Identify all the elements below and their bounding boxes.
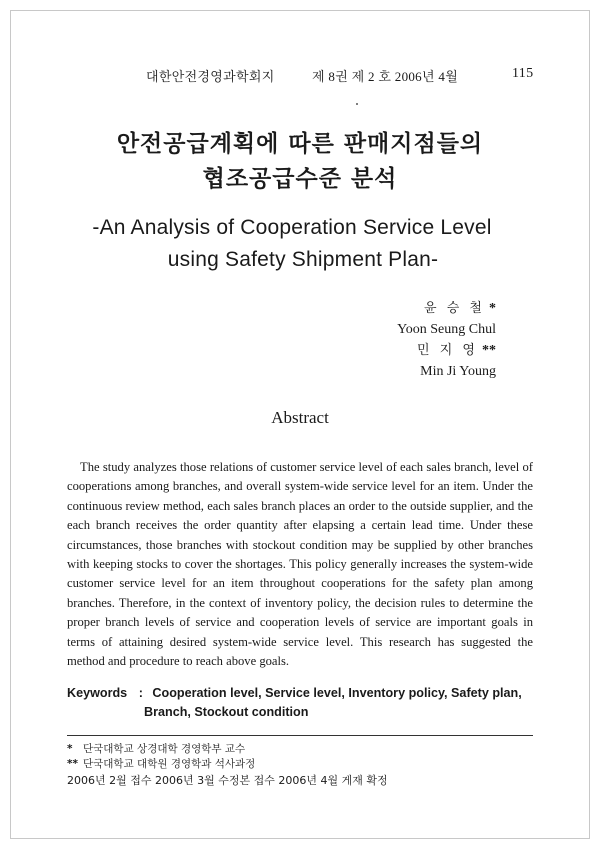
author-1-korean-name: 윤 승 철 xyxy=(424,301,485,316)
english-title-line2: using Safety Shipment Plan- xyxy=(167,248,439,271)
submission-history: 2006년 2월 접수 2006년 3월 수정본 접수 2006년 4월 게재 확정 xyxy=(67,774,388,787)
footnote-2-mark: ** xyxy=(67,758,78,770)
author-1-korean xyxy=(397,298,496,319)
author-2-korean-name: 민 지 영 xyxy=(417,343,478,358)
footnotes xyxy=(67,742,533,788)
journal-name: 대한안전경영과학회지 xyxy=(146,69,275,84)
author-1-footnote-mark: * xyxy=(489,301,496,316)
footnote-divider xyxy=(67,735,533,736)
english-title-line1: -An Analysis of Cooperation Service Level xyxy=(92,216,492,239)
issue-info: 제 8권 제 2 호 2006년 4월 xyxy=(312,69,459,84)
author-1-english-name: Yoon Seung Chul xyxy=(397,322,496,337)
footnote-1 xyxy=(67,742,533,757)
keywords-label: Keywords xyxy=(67,686,128,700)
page-number: 115 xyxy=(512,66,534,81)
footnote-2 xyxy=(67,757,533,772)
author-2-english-name: Min Ji Young xyxy=(420,364,496,379)
author-2-korean xyxy=(397,340,496,361)
keywords-line2: Branch, Stockout condition xyxy=(144,705,309,720)
footnote-1-text: 단국대학교 상경대학 경영학부 교수 xyxy=(83,743,246,755)
korean-title-line2: 협조공급수준 분석 xyxy=(202,165,398,192)
print-speck xyxy=(356,103,358,105)
english-title xyxy=(0,212,600,276)
keywords xyxy=(67,684,533,723)
abstract-body: The study analyzes those relations of customer service level of each sales branch, level of cooperations among branches, and overall system-wide service level for an item. Under the continuous review method, each sales branch places an order to the outside supplier, and the each branch receives the order quantity after elapsing a certain lead time. Under these circumstances, those branches with stockout condition may be supplied by other branches with keeping stocks to cover the shortages. This policy generally increases the system-wide customer service level for an item throughout cooperations for the safety plan among branches. Therefore, in the context of inventory policy, the decision rules to determine the proper branch levels of service and cooperation levels of service are important goals in terms of attaining desired system-wide service level. This research has suggested the method and procedure to reach above goals. xyxy=(67,460,533,669)
keywords-separator: : xyxy=(138,686,143,700)
author-block xyxy=(397,298,496,382)
korean-title-line1: 안전공급계획에 따른 판매지점들의 xyxy=(116,130,484,157)
author-2-footnote-mark: ** xyxy=(482,343,496,358)
abstract-heading: Abstract xyxy=(271,408,329,427)
keywords-line1: Cooperation level, Service level, Inventory policy, Safety plan, xyxy=(152,686,522,700)
running-header xyxy=(0,66,600,86)
footnote-1-mark: * xyxy=(67,743,73,755)
footnote-2-text: 단국대학교 대학원 경영학과 석사과정 xyxy=(83,758,256,770)
korean-title xyxy=(0,126,600,196)
